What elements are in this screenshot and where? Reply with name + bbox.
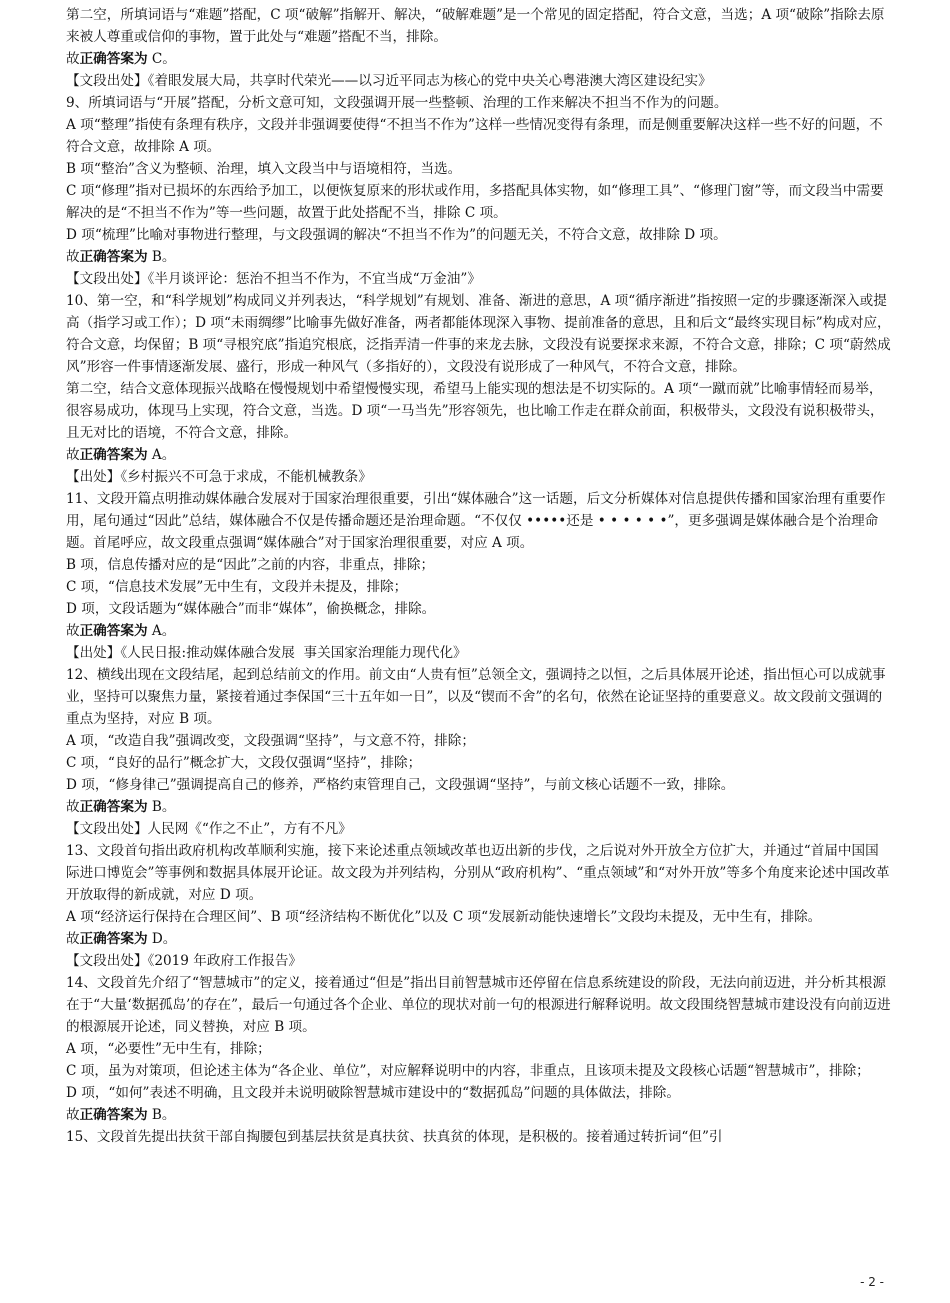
paragraph-text: B 项“整治”含义为整顿、治理，填入文段当中与语境相符，当选。 [66,161,462,177]
answer-label: 正确答案为 [79,1107,148,1123]
paragraph [66,180,892,224]
paragraph [66,598,892,620]
paragraph-text: 故 [66,931,80,947]
paragraph-text: 14、文段首先介绍了“智慧城市”的定义，接着通过“但是”指出目前智慧城市还停留在信息系统建设的阶段，无法向前迈进，并分析其根源在于“大量‘数据孤岛’的存在”，最后一句通过各个企业、单位的现状对前一句的根源进行解释说明。故文段围绕智慧城市建设没有向前迈进的根源展开论述，同义替换，对应 B 项。 [66,975,891,1035]
paragraph [66,378,892,444]
paragraph [66,70,892,92]
paragraph-text: 15、文段首先提出扶贫干部自掏腰包到基层扶贫是真扶贫、扶真贫的体现，是积极的。接着通过转折词“但”引 [66,1129,723,1145]
paragraph-text: 13、文段首句指出政府机构改革顺利实施，接下来论述重点领域改革也迈出新的步伐，之后说对外开放全方位扩大，并通过“首届中国国际进口博览会”等事例和数据具体展开论证。故文段为并列结构，分别从“政府机构”、“重点领域”和“对外开放”等多个角度来论述中国改革开放取得的新成就，对应 D 项。 [66,843,890,903]
paragraph [66,48,892,70]
paragraph-text: C 项，“信息技术发展”无中生有，文段并未提及，排除； [66,579,408,595]
paragraph-text: D 项“梳理”比喻对事物进行整理，与文段强调的解决“不担当不作为”的问题无关，不符合文意，故排除 D 项。 [66,227,727,243]
paragraph [66,114,892,158]
answer-label: 正确答案为 [79,931,148,947]
paragraph-text: 故 [66,799,80,815]
paragraph [66,950,892,972]
paragraph-text: D 项，“修身律己”强调提高自己的修养，严格约束管理自己，文段强调“坚持”，与前文核心话题不一致，排除。 [66,777,735,793]
paragraph-text: 故 [66,1107,80,1123]
answer-value: B。 [147,1107,176,1123]
paragraph-text: 第二空，结合文意体现振兴战略在慢慢规划中希望慢慢实现，希望马上能实现的想法是不切实际的。A 项“一蹴而就”比喻事情轻而易举，很容易成功，体现马上实现，符合文意，当选。D 项“一马当先”形容领先，也比喻工作走在群众前面，积极带头，文段没有说积极带头，且无对比的语境，不符合文意，排除。 [66,381,884,441]
paragraph-text: 【出处】《人民日报:推动媒体融合发展 事关国家治理能力现代化》 [66,645,467,661]
paragraph [66,774,892,796]
paragraph [66,1126,892,1148]
paragraph [66,906,892,928]
document-body [66,4,892,1148]
paragraph [66,752,892,774]
paragraph [66,840,892,906]
answer-value: C。 [147,51,176,67]
paragraph [66,620,892,642]
paragraph [66,92,892,114]
answer-value: D。 [147,931,177,947]
paragraph [66,818,892,840]
paragraph-text: 【文段出处】《半月谈评论：惩治不担当不作为，不宜当成“万金油”》 [66,271,481,287]
paragraph [66,444,892,466]
paragraph [66,1038,892,1060]
page-number: - 2 - [860,1275,884,1289]
paragraph-text: 【文段出处】《2019 年政府工作报告》 [66,953,303,969]
paragraph-text: C 项，虽为对策项，但论述主体为“各企业、单位”，对应解释说明中的内容，非重点，且该项未提及文段核心话题“智慧城市”，排除； [66,1063,870,1079]
paragraph [66,1082,892,1104]
paragraph-text: 10、第一空，和“科学规划”构成同义并列表达，“科学规划”有规划、准备、渐进的意思，A 项“循序渐进”指按照一定的步骤逐渐深入或提高（指学习或工作）；D 项“未雨绸缪”比喻事先做好准备，两者都能体现深入事物、提前准备的意思，且和后文“最终实现目标”构成对应，符合文意，均保留；B 项“寻根究底”指追究根底，泛指弄清一件事的来龙去脉，文段没有说要探求来源，不符合文意，排除；C 项“蔚然成风”形容一件事情逐渐发展、盛行，形成一种风气（多指好的），文段没有说形成了一种风气，不符合文意，排除。 [66,293,891,375]
paragraph-text: B 项，信息传播对应的是“因此”之前的内容，非重点，排除； [66,557,435,573]
paragraph [66,796,892,818]
paragraph-text: A 项，“必要性”无中生有，排除； [66,1041,271,1057]
answer-label: 正确答案为 [79,249,148,265]
paragraph [66,664,892,730]
paragraph-text: 故 [66,447,80,463]
paragraph [66,1104,892,1126]
paragraph [66,554,892,576]
paragraph [66,488,892,554]
paragraph [66,972,892,1038]
paragraph-text: 【文段出处】《着眼发展大局，共享时代荣光——以习近平同志为核心的党中央关心粤港澳大湾区建设纪实》 [66,73,712,89]
answer-label: 正确答案为 [79,623,148,639]
paragraph [66,1060,892,1082]
paragraph [66,466,892,488]
paragraph-text: D 项，文段话题为“媒体融合”而非“媒体”，偷换概念，排除。 [66,601,436,617]
paragraph-text: A 项“整理”指使有条理有秩序，文段并非强调要使得“不担当不作为”这样一些情况变得有条理，而是侧重要解决这样一些不好的问题，不符合文意，故排除 A 项。 [66,117,883,155]
paragraph [66,642,892,664]
paragraph [66,928,892,950]
paragraph-text: A 项“经济运行保持在合理区间”、B 项“经济结构不断优化”以及 C 项“发展新动能快速增长”文段均未提及，无中生有，排除。 [66,909,822,925]
paragraph-text: D 项，“如何”表述不明确，且文段并未说明破除智慧城市建设中的“数据孤岛”问题的具体做法，排除。 [66,1085,680,1101]
paragraph-text: 【文段出处】人民网《“作之不止”，方有不凡》 [66,821,352,837]
paragraph-text: 故 [66,51,80,67]
paragraph-text: 第二空，所填词语与“难题”搭配，C 项“破解”指解开、解决，“破解难题”是一个常见的固定搭配，符合文意，当选；A 项“破除”指除去原来被人尊重或信仰的事物，置于此处与“难题”搭配不当，排除。 [66,7,885,45]
answer-label: 正确答案为 [79,51,148,67]
paragraph [66,224,892,246]
paragraph-text: 【出处】《乡村振兴不可急于求成，不能机械教条》 [66,469,372,485]
paragraph [66,576,892,598]
paragraph-text: A 项，“改造自我”强调改变，文段强调“坚持”，与文意不符，排除； [66,733,475,749]
paragraph-text: 故 [66,249,80,265]
paragraph [66,246,892,268]
answer-label: 正确答案为 [79,799,148,815]
paragraph [66,268,892,290]
paragraph [66,158,892,180]
paragraph-text: 故 [66,623,80,639]
paragraph-text: 9、所填词语与“开展”搭配，分析文意可知，文段强调开展一些整顿、治理的工作来解决不担当不作为的问题。 [66,95,728,111]
paragraph-text: C 项“修理”指对已损坏的东西给予加工，以便恢复原来的形状或作用，多搭配具体实物，如“修理工具”、“修理门窗”等，而文段当中需要解决的是“不担当不作为”等一些问题，故置于此处搭配不当，排除 C 项。 [66,183,884,221]
paragraph [66,290,892,378]
paragraph [66,730,892,752]
answer-value: A。 [147,447,176,463]
paragraph-text: 11、文段开篇点明推动媒体融合发展对于国家治理很重要，引出“媒体融合”这一话题，后文分析媒体对信息提供传播和国家治理有重要作用，尾句通过“因此”总结，媒体融合不仅是传播命题还是治理命题。“不仅仅 •••••还是 • • • • • •”，更多强调是媒体融合是个治理命题。首尾呼应，故文段重点强调“媒体融合”对于国家治理很重要，对应 A 项。 [66,491,886,551]
answer-label: 正确答案为 [79,447,148,463]
answer-value: B。 [147,249,176,265]
paragraph-text: 12、横线出现在文段结尾，起到总结前文的作用。前文由“人贵有恒”总领全文，强调持之以恒，之后具体展开论述，指出恒心可以成就事业，坚持可以聚焦力量，紧接着通过李保国“三十五年如一日”，以及“锲而不舍”的名句，依然在论证坚持的重要意义。故文段前文强调的重点为坚持，对应 B 项。 [66,667,886,727]
answer-value: B。 [147,799,176,815]
paragraph [66,4,892,48]
paragraph-text: C 项，“良好的品行”概念扩大，文段仅强调“坚持”，排除； [66,755,422,771]
answer-value: A。 [147,623,176,639]
